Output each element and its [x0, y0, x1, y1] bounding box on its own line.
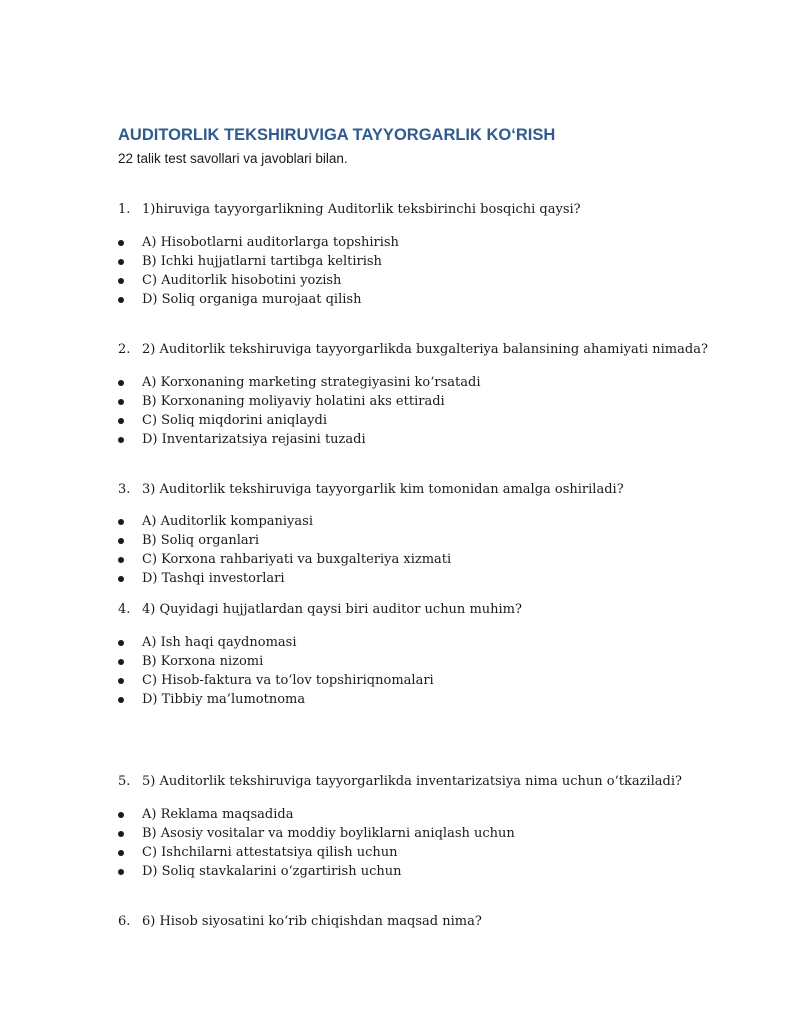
option-c [118, 411, 480, 430]
option-b [118, 392, 480, 411]
bullet-icon [118, 812, 124, 818]
question-number: 5. [118, 774, 131, 789]
question-4 [118, 602, 522, 617]
option-c [118, 271, 399, 290]
options-list-3 [118, 512, 451, 588]
question-3 [118, 482, 624, 497]
question-5 [118, 774, 682, 789]
question-text: 5) Auditorlik tekshiruviga tayyorgarlikda inventarizatsiya nima uchun o‘tkaziladi? [142, 774, 682, 789]
bullet-icon [118, 437, 124, 443]
document-title: AUDITORLIK TEKSHIRUVIGA TAYYORGARLIK KO‘RISH [118, 126, 556, 144]
bullet-icon [118, 576, 124, 582]
option-d [118, 430, 480, 449]
bullet-icon [118, 399, 124, 405]
question-text: 4) Quyidagi hujjatlardan qaysi biri auditor uchun muhim? [142, 602, 522, 617]
option-text: A) Hisobotlarni auditorlarga topshirish [142, 235, 399, 250]
option-c [118, 550, 451, 569]
bullet-icon [118, 380, 124, 386]
option-a [118, 633, 434, 652]
option-text: A) Korxonaning marketing strategiyasini ko‘rsatadi [142, 375, 481, 390]
option-text: B) Asosiy vositalar va moddiy boyliklarni aniqlash uchun [142, 826, 515, 841]
options-list-5 [118, 805, 515, 881]
option-text: D) Tibbiy ma’lumotnoma [142, 692, 306, 707]
option-d [118, 862, 515, 881]
option-text: B) Korxona nizomi [142, 654, 264, 669]
question-number: 4. [118, 602, 131, 617]
option-text: C) Ishchilarni attestatsiya qilish uchun [142, 845, 398, 860]
option-a [118, 233, 399, 252]
bullet-icon [118, 697, 124, 703]
options-list-4 [118, 633, 434, 709]
option-a [118, 805, 515, 824]
option-text: C) Korxona rahbariyati va buxgalteriya xizmati [142, 552, 452, 567]
question-number: 3. [118, 482, 131, 497]
question-number: 6. [118, 914, 131, 929]
options-list-2 [118, 373, 480, 449]
option-text: D) Inventarizatsiya rejasini tuzadi [142, 432, 366, 447]
option-text: D) Soliq organiga murojaat qilish [142, 292, 362, 307]
question-6 [118, 914, 482, 929]
bullet-icon [118, 519, 124, 525]
bullet-icon [118, 240, 124, 246]
question-text: 2) Auditorlik tekshiruviga tayyorgarlikda buxgalteriya balansining ahamiyati nimada? [142, 342, 708, 357]
option-d [118, 290, 399, 309]
option-text: A) Auditorlik kompaniyasi [142, 514, 313, 529]
option-c [118, 843, 515, 862]
option-text: C) Auditorlik hisobotini yozish [142, 273, 342, 288]
option-text: A) Reklama maqsadida [142, 807, 294, 822]
bullet-icon [118, 259, 124, 265]
bullet-icon [118, 557, 124, 563]
question-text: 3) Auditorlik tekshiruviga tayyorgarlik kim tomonidan amalga oshiriladi? [142, 482, 624, 497]
bullet-icon [118, 678, 124, 684]
bullet-icon [118, 659, 124, 665]
bullet-icon [118, 278, 124, 284]
option-a [118, 512, 451, 531]
bullet-icon [118, 640, 124, 646]
bullet-icon [118, 869, 124, 875]
bullet-icon [118, 850, 124, 856]
option-b [118, 531, 451, 550]
bullet-icon [118, 831, 124, 837]
option-text: C) Soliq miqdorini aniqlaydi [142, 413, 327, 428]
question-number: 2. [118, 342, 131, 357]
option-text: B) Korxonaning moliyaviy holatini aks ettiradi [142, 394, 445, 409]
question-1 [118, 202, 581, 217]
bullet-icon [118, 538, 124, 544]
option-text: B) Ichki hujjatlarni tartibga keltirish [142, 254, 382, 269]
question-text: 1)hiruviga tayyorgarlikning Auditorlik teksbirinchi bosqichi qaysi? [142, 202, 581, 217]
option-text: D) Tashqi investorlari [142, 571, 285, 586]
document-subtitle: 22 talik test savollari va javoblari bilan. [118, 151, 348, 166]
question-text: 6) Hisob siyosatini ko‘rib chiqishdan maqsad nima? [142, 914, 482, 929]
option-text: A) Ish haqi qaydnomasi [142, 635, 297, 650]
options-list-1 [118, 233, 399, 309]
option-c [118, 671, 434, 690]
option-b [118, 652, 434, 671]
question-2 [118, 342, 708, 357]
question-number: 1. [118, 202, 131, 217]
option-a [118, 373, 480, 392]
bullet-icon [118, 418, 124, 424]
option-text: B) Soliq organlari [142, 533, 260, 548]
option-d [118, 690, 434, 709]
option-b [118, 824, 515, 843]
option-text: D) Soliq stavkalarini o‘zgartirish uchun [142, 864, 402, 879]
option-text: C) Hisob-faktura va to‘lov topshiriqnomalari [142, 673, 434, 688]
bullet-icon [118, 297, 124, 303]
option-b [118, 252, 399, 271]
option-d [118, 569, 451, 588]
